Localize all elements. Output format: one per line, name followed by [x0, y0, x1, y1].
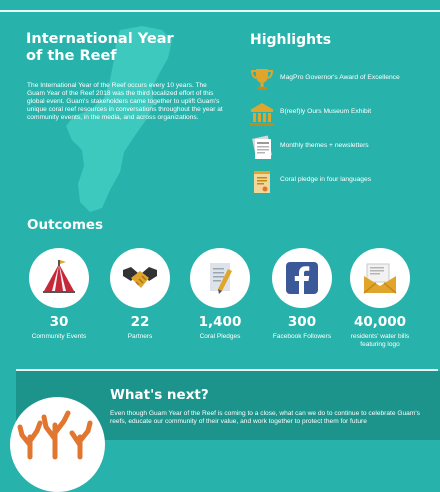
whats-next-title: What's next?: [110, 387, 209, 403]
stat-circle: [350, 248, 410, 308]
top-divider: [0, 10, 440, 12]
highlight-label-newsletters: Monthly themes + newsletters: [280, 142, 369, 149]
stat-circle: [190, 248, 250, 308]
highlight-item-pledge: [248, 168, 428, 198]
trophy-icon: [248, 66, 276, 94]
stat-value: 40,000: [353, 314, 407, 330]
highlight-label-award: MagPro Governor's Award of Excellence: [280, 74, 400, 81]
stat-circle: [29, 248, 89, 308]
highlight-label-museum: B(reef)ly Ours Museum Exhibit: [280, 108, 372, 115]
facebook-icon: [284, 260, 320, 296]
stat-circle: [272, 248, 332, 308]
stat-label: Partners: [127, 333, 153, 340]
highlights-title: Highlights: [250, 32, 332, 48]
highlight-label-pledge: Coral pledge in four languages: [280, 176, 372, 183]
stat-value: 22: [130, 314, 150, 330]
museum-icon: [248, 100, 276, 128]
stat-label: residents' water bills featuring logo: [350, 333, 410, 348]
highlight-item-museum: [248, 100, 428, 130]
intro-body-text: The International Year of the Reef occurs every 10 years. The Guam Year of the Reef 2018 was the third localized effort of this global event. Guam's stakeholders came together to uplift Guam's unique coral reef resources in conversations throughout the year at community events, in the media, and across organizations.: [27, 82, 223, 122]
stat-label: Facebook Followers: [272, 333, 332, 340]
newsletter-icon: [248, 134, 276, 162]
stat-value: 1,400: [198, 314, 242, 330]
highlight-item-award: [248, 66, 428, 96]
stat-circle: [110, 248, 170, 308]
stat-value: 300: [287, 314, 317, 330]
stat-value: 30: [49, 314, 69, 330]
coral-illustration-circle: [10, 397, 105, 492]
stat-label: Community Events: [31, 333, 87, 340]
intro-title: International Year of the Reef: [26, 31, 174, 64]
envelope-icon: [360, 258, 400, 298]
stat-partners: [100, 248, 180, 341]
pledge-scroll-icon: [248, 168, 276, 196]
stat-community-events: [19, 248, 99, 341]
tent-icon: [39, 258, 79, 298]
stat-water-bills: [340, 248, 420, 348]
pledge-document-icon: [200, 258, 240, 298]
stat-label: Coral Pledges: [199, 333, 241, 340]
stat-facebook-followers: [262, 248, 342, 341]
handshake-icon: [120, 258, 160, 298]
highlight-item-newsletters: [248, 134, 428, 164]
stat-coral-pledges: [180, 248, 260, 341]
outcomes-title: Outcomes: [27, 217, 104, 233]
whats-next-body: Even though Guam Year of the Reef is coming to a close, what can we do to continue to celebrate Guam's reefs, educate our community of their value, and work together to protect them for future: [110, 410, 420, 425]
coral-icon: [10, 397, 105, 492]
